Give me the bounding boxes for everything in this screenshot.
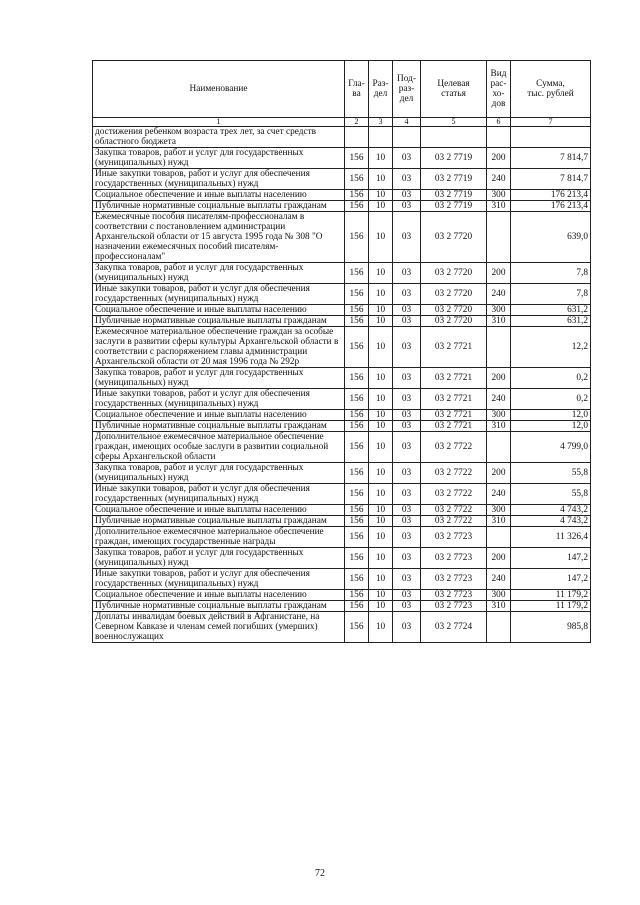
row-razdel: 10 [369, 505, 393, 516]
row-podrazdel: 03 [393, 169, 421, 190]
row-target: 03 2 7722 [421, 463, 487, 484]
row-vid: 200 [487, 368, 511, 389]
row-glava: 156 [345, 284, 369, 305]
row-target: 03 2 7719 [421, 169, 487, 190]
row-podrazdel: 03 [393, 432, 421, 463]
table-row [93, 527, 591, 548]
row-razdel: 10 [369, 527, 393, 548]
row-target: 03 2 7723 [421, 548, 487, 569]
row-podrazdel: 03 [393, 368, 421, 389]
row-podrazdel: 03 [393, 590, 421, 601]
row-name: Иные закупки товаров, работ и услуг для обеспечения государственных (муниципальных) нужд [93, 169, 345, 190]
row-sum: 176 213,4 [511, 201, 591, 212]
row-podrazdel [393, 127, 421, 148]
row-sum: 176 213,4 [511, 190, 591, 201]
row-name: Иные закупки товаров, работ и услуг для обеспечения государственных (муниципальных) нужд [93, 389, 345, 410]
row-sum: 631,2 [511, 305, 591, 316]
row-name: Иные закупки товаров, работ и услуг для обеспечения государственных (муниципальных) нужд [93, 484, 345, 505]
row-target: 03 2 7723 [421, 590, 487, 601]
row-vid: 310 [487, 601, 511, 612]
row-podrazdel: 03 [393, 484, 421, 505]
row-podrazdel: 03 [393, 516, 421, 527]
row-sum: 55,8 [511, 484, 591, 505]
row-target: 03 2 7719 [421, 148, 487, 169]
row-name: Социальное обеспечение и иные выплаты населению [93, 505, 345, 516]
row-name: Доплаты инвалидам боевых действий в Афганистане, на Северном Кавказе и членам семей погибших (умерших) военнослужащих [93, 612, 345, 643]
row-vid [487, 432, 511, 463]
row-target: 03 2 7719 [421, 201, 487, 212]
row-target: 03 2 7721 [421, 327, 487, 368]
page-number: 72 [315, 868, 325, 879]
row-glava [345, 127, 369, 148]
row-target: 03 2 7719 [421, 190, 487, 201]
row-target: 03 2 7720 [421, 305, 487, 316]
row-glava: 156 [345, 316, 369, 327]
row-podrazdel: 03 [393, 190, 421, 201]
column-number: 2 [345, 118, 369, 127]
row-target: 03 2 7721 [421, 389, 487, 410]
row-glava: 156 [345, 463, 369, 484]
row-podrazdel: 03 [393, 421, 421, 432]
table-row [93, 410, 591, 421]
header-vid: Вид рас- хо- дов [487, 61, 511, 118]
row-glava: 156 [345, 389, 369, 410]
column-number: 4 [393, 118, 421, 127]
row-name: Закупка товаров, работ и услуг для государственных (муниципальных) нужд [93, 463, 345, 484]
row-target: 03 2 7722 [421, 505, 487, 516]
table-row [93, 421, 591, 432]
row-glava: 156 [345, 612, 369, 643]
row-razdel: 10 [369, 316, 393, 327]
row-podrazdel: 03 [393, 389, 421, 410]
row-name: Дополнительное ежемесячное материальное обеспечение граждан, имеющих особые заслуги в развитии социальной сферы Архангельской области [93, 432, 345, 463]
row-glava: 156 [345, 527, 369, 548]
row-target [421, 127, 487, 148]
row-vid: 300 [487, 410, 511, 421]
row-vid [487, 527, 511, 548]
row-razdel: 10 [369, 548, 393, 569]
table-row [93, 516, 591, 527]
table-row [93, 569, 591, 590]
row-vid: 200 [487, 263, 511, 284]
table-row [93, 484, 591, 505]
table-row [93, 169, 591, 190]
table-row [93, 612, 591, 643]
row-razdel: 10 [369, 201, 393, 212]
row-name: Социальное обеспечение и иные выплаты населению [93, 305, 345, 316]
header-podrazdel: Под- раз- дел [393, 61, 421, 118]
row-target: 03 2 7722 [421, 484, 487, 505]
row-vid: 310 [487, 201, 511, 212]
table-row [93, 127, 591, 148]
row-vid: 310 [487, 316, 511, 327]
row-glava: 156 [345, 516, 369, 527]
row-name: Иные закупки товаров, работ и услуг для обеспечения государственных (муниципальных) нужд [93, 284, 345, 305]
row-sum: 7 814,7 [511, 169, 591, 190]
row-glava: 156 [345, 263, 369, 284]
row-glava: 156 [345, 569, 369, 590]
row-podrazdel: 03 [393, 327, 421, 368]
row-name: Дополнительное ежемесячное материальное обеспечение граждан, имеющих государственные награды [93, 527, 345, 548]
row-glava: 156 [345, 601, 369, 612]
column-number-row [93, 118, 591, 127]
row-vid: 200 [487, 463, 511, 484]
row-vid: 300 [487, 190, 511, 201]
row-glava: 156 [345, 484, 369, 505]
table-row [93, 389, 591, 410]
row-glava: 156 [345, 421, 369, 432]
row-razdel: 10 [369, 305, 393, 316]
row-podrazdel: 03 [393, 601, 421, 612]
row-razdel: 10 [369, 212, 393, 263]
row-target: 03 2 7720 [421, 284, 487, 305]
row-glava: 156 [345, 410, 369, 421]
table-row [93, 601, 591, 612]
row-target: 03 2 7723 [421, 527, 487, 548]
row-sum: 631,2 [511, 316, 591, 327]
table-row [93, 316, 591, 327]
row-podrazdel: 03 [393, 505, 421, 516]
row-glava: 156 [345, 432, 369, 463]
row-sum: 12,0 [511, 410, 591, 421]
row-podrazdel: 03 [393, 201, 421, 212]
row-name: Ежемесячные пособия писателям-профессионалам в соответствии с постановлением администрации Архангельской области от 15 августа 1995 года № 308 "О назначении ежемесячных пособий писателям-профессионалам" [93, 212, 345, 263]
row-razdel: 10 [369, 148, 393, 169]
table-row [93, 212, 591, 263]
row-vid [487, 212, 511, 263]
row-glava: 156 [345, 368, 369, 389]
row-razdel: 10 [369, 327, 393, 368]
row-name: достижения ребенком возраста трех лет, за счет средств областного бюджета [93, 127, 345, 148]
table-row [93, 432, 591, 463]
row-razdel: 10 [369, 601, 393, 612]
row-sum: 11 179,2 [511, 590, 591, 601]
row-razdel [369, 127, 393, 148]
row-razdel: 10 [369, 463, 393, 484]
header-target: Целевая статья [421, 61, 487, 118]
row-name: Социальное обеспечение и иные выплаты населению [93, 410, 345, 421]
row-vid: 310 [487, 421, 511, 432]
row-sum: 4 743,2 [511, 505, 591, 516]
row-name: Публичные нормативные социальные выплаты гражданам [93, 316, 345, 327]
row-razdel: 10 [369, 569, 393, 590]
row-target: 03 2 7720 [421, 212, 487, 263]
row-sum: 7 814,7 [511, 148, 591, 169]
table-body [93, 127, 591, 643]
row-vid [487, 127, 511, 148]
row-razdel: 10 [369, 410, 393, 421]
row-target: 03 2 7724 [421, 612, 487, 643]
header-row [93, 61, 591, 118]
row-razdel: 10 [369, 590, 393, 601]
table-row [93, 548, 591, 569]
row-razdel: 10 [369, 368, 393, 389]
row-glava: 156 [345, 305, 369, 316]
header-razdel: Раз- дел [369, 61, 393, 118]
row-sum: 12,0 [511, 421, 591, 432]
table-row [93, 201, 591, 212]
row-vid [487, 612, 511, 643]
table-row [93, 284, 591, 305]
row-razdel: 10 [369, 516, 393, 527]
row-vid: 240 [487, 484, 511, 505]
row-vid: 310 [487, 516, 511, 527]
row-razdel: 10 [369, 421, 393, 432]
row-glava: 156 [345, 148, 369, 169]
row-name: Закупка товаров, работ и услуг для государственных (муниципальных) нужд [93, 368, 345, 389]
row-vid: 240 [487, 284, 511, 305]
row-sum: 985,8 [511, 612, 591, 643]
row-vid: 240 [487, 169, 511, 190]
row-name: Иные закупки товаров, работ и услуг для обеспечения государственных (муниципальных) нужд [93, 569, 345, 590]
row-sum: 12,2 [511, 327, 591, 368]
row-sum [511, 127, 591, 148]
row-razdel: 10 [369, 432, 393, 463]
row-sum: 7,8 [511, 284, 591, 305]
table-row [93, 590, 591, 601]
row-razdel: 10 [369, 190, 393, 201]
header-sum: Сумма, тыс. рублей [511, 61, 591, 118]
row-glava: 156 [345, 327, 369, 368]
row-vid: 200 [487, 148, 511, 169]
header-glava: Гла- ва [345, 61, 369, 118]
column-number: 5 [421, 118, 487, 127]
row-target: 03 2 7722 [421, 516, 487, 527]
row-target: 03 2 7721 [421, 368, 487, 389]
row-sum: 639,0 [511, 212, 591, 263]
row-target: 03 2 7723 [421, 601, 487, 612]
table-row [93, 263, 591, 284]
row-podrazdel: 03 [393, 410, 421, 421]
table-row [93, 368, 591, 389]
row-podrazdel: 03 [393, 316, 421, 327]
row-target: 03 2 7720 [421, 316, 487, 327]
row-sum: 55,8 [511, 463, 591, 484]
row-name: Публичные нормативные социальные выплаты гражданам [93, 421, 345, 432]
row-sum: 7,8 [511, 263, 591, 284]
row-razdel: 10 [369, 284, 393, 305]
row-podrazdel: 03 [393, 527, 421, 548]
row-sum: 147,2 [511, 548, 591, 569]
row-podrazdel: 03 [393, 612, 421, 643]
budget-table [92, 60, 591, 643]
table-row [93, 148, 591, 169]
column-number: 1 [93, 118, 345, 127]
row-sum: 147,2 [511, 569, 591, 590]
row-vid: 300 [487, 590, 511, 601]
row-razdel: 10 [369, 389, 393, 410]
row-name: Ежемесячное материальное обеспечение граждан за особые заслуги в развитии сферы культуры Архангельской области в соответствии с распоряжением главы администрации Архангельской области от 20 мая 1996 года № 292р [93, 327, 345, 368]
row-name: Социальное обеспечение и иные выплаты населению [93, 590, 345, 601]
row-sum: 4 743,2 [511, 516, 591, 527]
column-number: 7 [511, 118, 591, 127]
row-sum: 11 326,4 [511, 527, 591, 548]
column-number: 6 [487, 118, 511, 127]
row-razdel: 10 [369, 169, 393, 190]
row-podrazdel: 03 [393, 548, 421, 569]
row-target: 03 2 7720 [421, 263, 487, 284]
row-target: 03 2 7721 [421, 410, 487, 421]
row-name: Социальное обеспечение и иные выплаты населению [93, 190, 345, 201]
column-number: 3 [369, 118, 393, 127]
row-podrazdel: 03 [393, 148, 421, 169]
row-podrazdel: 03 [393, 263, 421, 284]
row-name: Закупка товаров, работ и услуг для государственных (муниципальных) нужд [93, 148, 345, 169]
row-target: 03 2 7722 [421, 432, 487, 463]
row-vid: 200 [487, 548, 511, 569]
row-razdel: 10 [369, 612, 393, 643]
row-vid: 240 [487, 569, 511, 590]
row-podrazdel: 03 [393, 569, 421, 590]
row-vid: 240 [487, 389, 511, 410]
row-glava: 156 [345, 201, 369, 212]
table-row [93, 505, 591, 516]
row-name: Публичные нормативные социальные выплаты гражданам [93, 516, 345, 527]
row-sum: 11 179,2 [511, 601, 591, 612]
row-vid: 300 [487, 305, 511, 316]
row-podrazdel: 03 [393, 305, 421, 316]
row-glava: 156 [345, 505, 369, 516]
row-vid: 300 [487, 505, 511, 516]
row-name: Закупка товаров, работ и услуг для государственных (муниципальных) нужд [93, 548, 345, 569]
row-razdel: 10 [369, 263, 393, 284]
row-vid [487, 327, 511, 368]
row-name: Публичные нормативные социальные выплаты гражданам [93, 201, 345, 212]
row-name: Закупка товаров, работ и услуг для государственных (муниципальных) нужд [93, 263, 345, 284]
row-name: Публичные нормативные социальные выплаты гражданам [93, 601, 345, 612]
row-sum: 0,2 [511, 389, 591, 410]
table-row [93, 463, 591, 484]
row-podrazdel: 03 [393, 463, 421, 484]
row-sum: 4 799,0 [511, 432, 591, 463]
header-name: Наименование [93, 61, 345, 118]
row-podrazdel: 03 [393, 284, 421, 305]
table-row [93, 305, 591, 316]
row-target: 03 2 7723 [421, 569, 487, 590]
row-glava: 156 [345, 212, 369, 263]
row-podrazdel: 03 [393, 212, 421, 263]
row-target: 03 2 7721 [421, 421, 487, 432]
row-sum: 0,2 [511, 368, 591, 389]
row-glava: 156 [345, 590, 369, 601]
table-row [93, 327, 591, 368]
row-glava: 156 [345, 169, 369, 190]
row-glava: 156 [345, 190, 369, 201]
row-glava: 156 [345, 548, 369, 569]
table-row [93, 190, 591, 201]
row-razdel: 10 [369, 484, 393, 505]
